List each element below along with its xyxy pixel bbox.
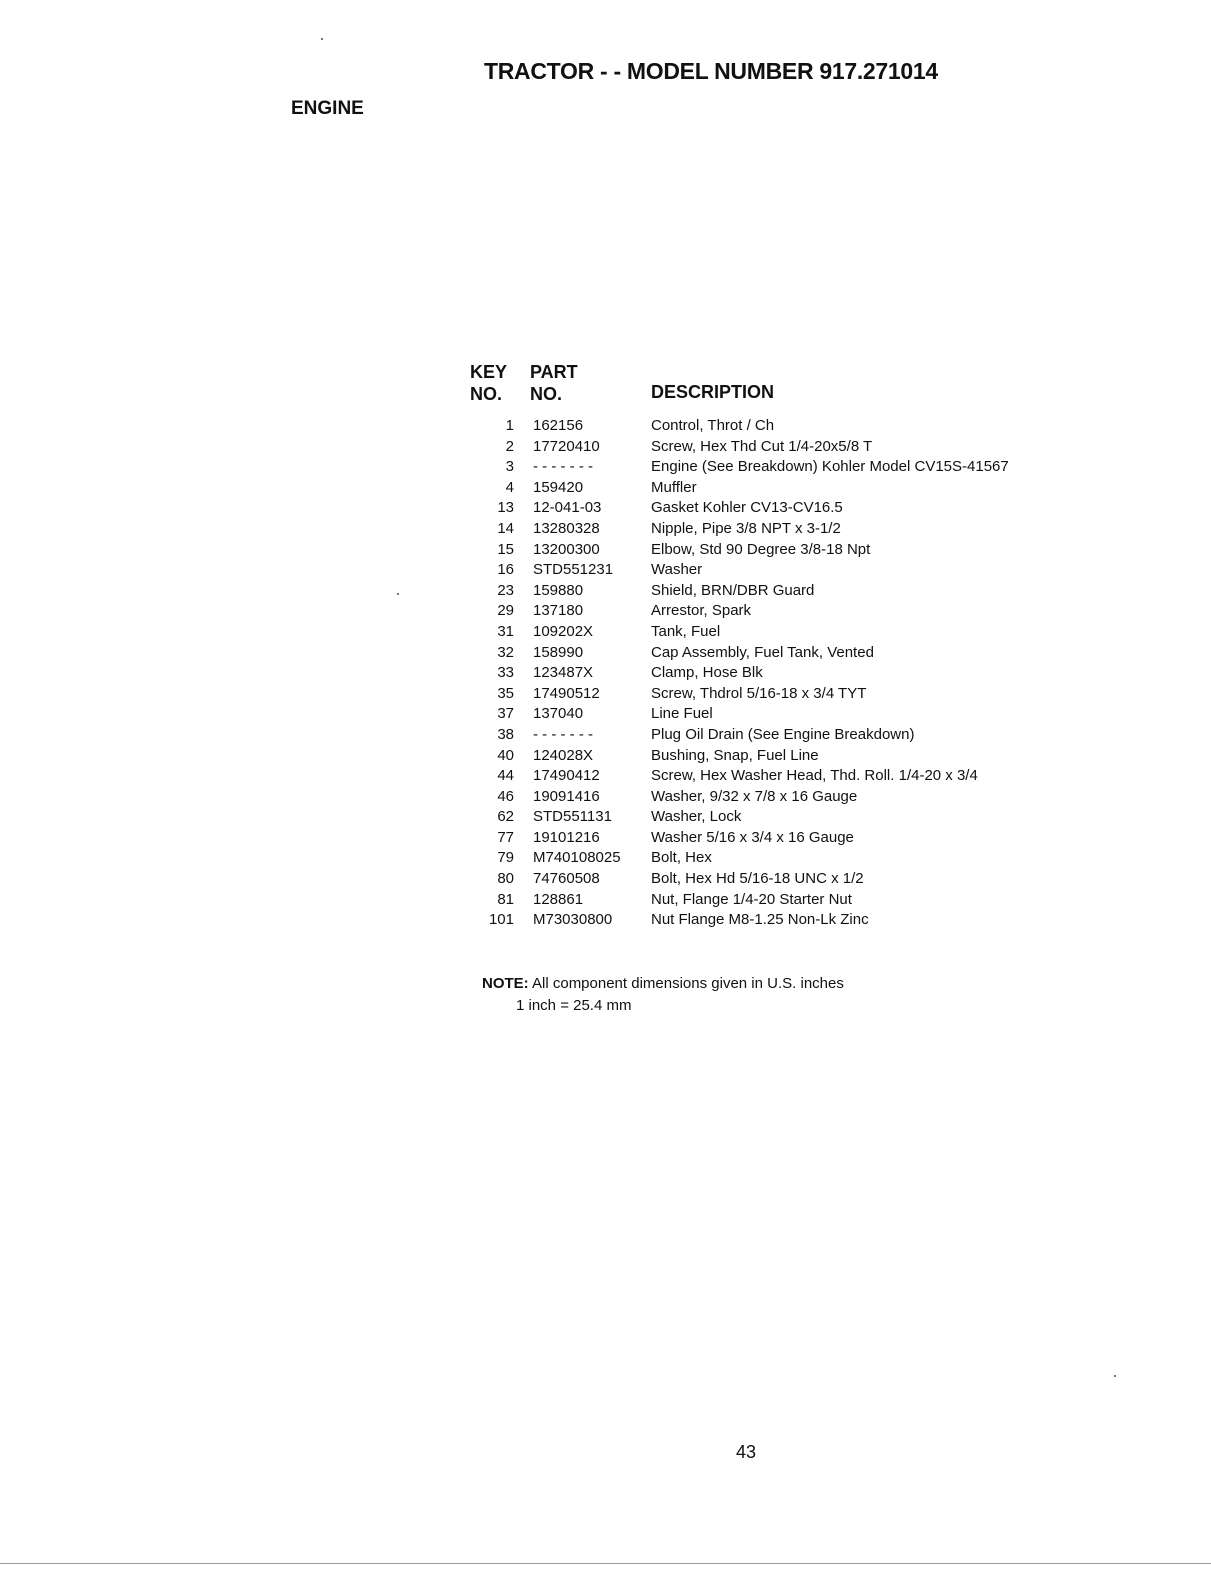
description-cell: Clamp, Hose Blk — [651, 664, 763, 682]
description-cell: Muffler — [651, 478, 697, 496]
part-no-cell: 17490412 — [533, 767, 600, 785]
key-no-cell: 23 — [497, 581, 514, 599]
part-no-cell: STD551131 — [533, 808, 612, 826]
part-no-header-line1: PART — [530, 362, 578, 382]
parts-list — [0, 417, 1211, 932]
description-cell: Plug Oil Drain (See Engine Breakdown) — [651, 725, 915, 743]
scan-edge-line — [0, 1563, 1211, 1564]
page-number: 43 — [736, 1442, 757, 1462]
description-cell: Tank, Fuel — [651, 622, 721, 640]
table-row — [0, 417, 1211, 438]
part-no-cell: 159880 — [533, 581, 584, 599]
description-cell: Nut, Flange 1/4-20 Starter Nut — [651, 890, 852, 908]
description-header: DESCRIPTION — [651, 382, 775, 402]
table-row — [0, 520, 1211, 541]
part-no-cell: 109202X — [533, 622, 594, 640]
part-no-cell: 128861 — [533, 890, 584, 908]
table-row — [0, 479, 1211, 500]
key-no-cell: 101 — [488, 911, 514, 929]
description-cell: Line Fuel — [651, 705, 713, 723]
description-cell: Screw, Hex Washer Head, Thd. Roll. 1/4-20 x 3/4 — [651, 767, 978, 785]
part-no-cell: 17720410 — [533, 437, 600, 455]
key-no-cell: 2 — [505, 437, 514, 455]
table-row — [0, 808, 1211, 829]
description-cell: Control, Throt / Ch — [651, 417, 775, 434]
table-row — [0, 602, 1211, 623]
part-no-cell: 123487X — [533, 664, 594, 682]
key-no-cell: 16 — [497, 561, 514, 579]
key-no-cell: 14 — [497, 519, 514, 537]
key-no-cell: 77 — [497, 828, 514, 846]
description-cell: Washer, Lock — [651, 808, 742, 826]
table-row — [0, 644, 1211, 665]
table-row — [0, 561, 1211, 582]
description-cell: Nipple, Pipe 3/8 NPT x 3-1/2 — [651, 519, 841, 537]
description-cell: Washer — [651, 561, 703, 579]
part-no-cell: 19091416 — [533, 787, 600, 805]
description-cell: Screw, Hex Thd Cut 1/4-20x5/8 T — [651, 437, 873, 455]
key-no-cell: 35 — [497, 684, 514, 702]
section-title: ENGINE — [291, 98, 364, 119]
part-no-header-line2: NO. — [530, 384, 563, 404]
note-conversion: 1 inch = 25.4 mm — [516, 997, 632, 1014]
part-no-cell: 124028X — [533, 746, 594, 764]
table-row — [0, 438, 1211, 459]
table-row — [0, 582, 1211, 603]
note-text: All component dimensions given in U.S. inches — [528, 975, 844, 992]
description-cell: Nut Flange M8-1.25 Non-Lk Zinc — [651, 911, 869, 929]
scan-speck — [397, 593, 399, 595]
part-no-cell: 12-041-03 — [533, 499, 602, 517]
part-no-cell: 19101216 — [533, 828, 600, 846]
table-row — [0, 767, 1211, 788]
key-no-cell: 38 — [497, 725, 514, 743]
key-no-cell: 44 — [497, 767, 514, 785]
table-row — [0, 849, 1211, 870]
table-row — [0, 870, 1211, 891]
table-row — [0, 911, 1211, 932]
part-no-cell: 13200300 — [533, 540, 600, 558]
key-no-header-line1: KEY — [470, 362, 508, 382]
part-no-cell: 137180 — [533, 602, 584, 620]
page-title: TRACTOR - - MODEL NUMBER 917.271014 — [484, 58, 938, 84]
part-no-cell: 158990 — [533, 643, 584, 661]
table-row — [0, 623, 1211, 644]
key-no-cell: 4 — [505, 478, 514, 496]
table-row — [0, 541, 1211, 562]
part-no-cell: 162156 — [533, 417, 584, 434]
key-no-cell: 62 — [497, 808, 514, 826]
part-no-cell: 17490512 — [533, 684, 600, 702]
key-no-cell: 13 — [497, 499, 514, 517]
key-no-cell: 32 — [497, 643, 514, 661]
key-no-cell: 79 — [497, 849, 514, 867]
description-cell: Washer, 9/32 x 7/8 x 16 Gauge — [651, 787, 858, 805]
key-no-cell: 33 — [497, 664, 514, 682]
table-row — [0, 747, 1211, 768]
part-no-cell: M73030800 — [533, 911, 613, 929]
table-row — [0, 685, 1211, 706]
part-no-cell: M740108025 — [533, 849, 621, 867]
key-no-cell: 15 — [497, 540, 514, 558]
description-cell: Washer 5/16 x 3/4 x 16 Gauge — [651, 828, 854, 846]
description-cell: Shield, BRN/DBR Guard — [651, 581, 815, 599]
part-no-cell: 74760508 — [533, 870, 600, 888]
description-cell: Cap Assembly, Fuel Tank, Vented — [651, 643, 874, 661]
part-no-cell: 13280328 — [533, 519, 600, 537]
key-no-cell: 1 — [505, 417, 514, 434]
table-row — [0, 458, 1211, 479]
description-cell: Bolt, Hex Hd 5/16-18 UNC x 1/2 — [651, 870, 864, 888]
table-row — [0, 891, 1211, 912]
table-row — [0, 829, 1211, 850]
table-row — [0, 726, 1211, 747]
scan-speck — [1114, 1375, 1116, 1377]
description-cell: Gasket Kohler CV13-CV16.5 — [651, 499, 843, 517]
table-row — [0, 664, 1211, 685]
description-cell: Elbow, Std 90 Degree 3/8-18 Npt — [651, 540, 871, 558]
note — [482, 975, 844, 992]
note-label: NOTE: — [482, 975, 529, 992]
part-no-cell: - - - - - - - — [533, 725, 593, 743]
part-no-cell: 137040 — [533, 705, 584, 723]
key-no-cell: 81 — [497, 890, 514, 908]
scan-speck — [321, 38, 323, 40]
key-no-cell: 37 — [497, 705, 514, 723]
key-no-cell: 29 — [497, 602, 514, 620]
part-no-cell: - - - - - - - — [533, 458, 593, 476]
part-no-cell: STD551231 — [533, 561, 614, 579]
key-no-cell: 80 — [497, 870, 514, 888]
key-no-cell: 31 — [497, 622, 514, 640]
description-cell: Screw, Thdrol 5/16-18 x 3/4 TYT — [651, 684, 867, 702]
key-no-cell: 40 — [497, 746, 514, 764]
description-cell: Bolt, Hex — [651, 849, 712, 867]
key-no-cell: 3 — [505, 458, 514, 476]
part-no-cell: 159420 — [533, 478, 584, 496]
table-row — [0, 705, 1211, 726]
description-cell: Engine (See Breakdown) Kohler Model CV15S-41567 — [651, 458, 1009, 476]
description-cell: Arrestor, Spark — [651, 602, 752, 620]
key-no-header-line2: NO. — [470, 384, 503, 404]
table-row — [0, 788, 1211, 809]
description-cell: Bushing, Snap, Fuel Line — [651, 746, 819, 764]
table-row — [0, 499, 1211, 520]
key-no-cell: 46 — [497, 787, 514, 805]
